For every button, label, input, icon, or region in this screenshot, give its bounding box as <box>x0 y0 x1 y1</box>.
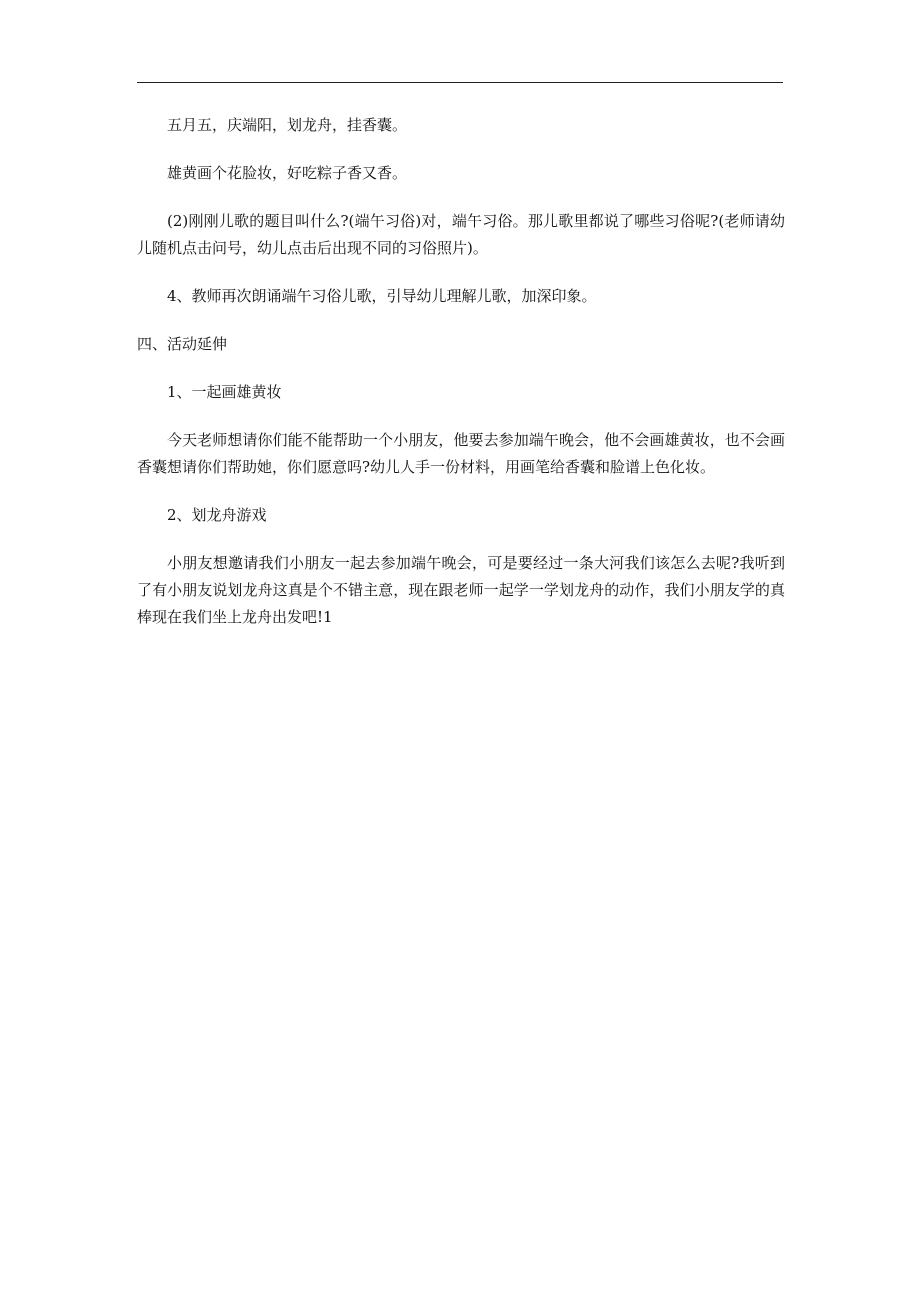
step-4-paragraph: 4、教师再次朗诵端午习俗儿歌，引导幼儿理解儿歌，加深印象。 <box>167 287 597 305</box>
question-paragraph: (2)刚刚儿歌的题目叫什么?(端午习俗)对，端午习俗。那儿歌里都说了哪些习俗呢?(老师请幼儿随机点击问号，幼儿点击后出现不同的习俗照片)。 <box>137 212 785 257</box>
section-heading-extension: 四、活动延伸 <box>137 335 228 353</box>
document-body <box>137 112 785 652</box>
rhyme-line-1: 五月五，庆端阳，划龙舟，挂香囊。 <box>167 116 408 134</box>
rhyme-line-2: 雄黄画个花脸妆，好吃粽子香又香。 <box>167 164 408 182</box>
subheading-draw-makeup: 1、一起画雄黄妆 <box>167 383 282 401</box>
draw-makeup-paragraph: 今天老师想请你们能不能帮助一个小朋友，他要去参加端午晚会，他不会画雄黄妆，也不会画香囊想请你们帮助她，你们愿意吗?幼儿人手一份材料，用画笔给香囊和脸谱上色化妆。 <box>137 431 785 476</box>
header-rule <box>137 82 783 83</box>
dragon-boat-paragraph: 小朋友想邀请我们小朋友一起去参加端午晚会，可是要经过一条大河我们该怎么去呢?我听到了有小朋友说划龙舟这真是个不错主意，现在跟老师一起学一学划龙舟的动作，我们小朋友学的真棒现在我们坐上龙舟出发吧!1 <box>137 554 785 626</box>
subheading-dragon-boat-game: 2、划龙舟游戏 <box>167 506 267 524</box>
